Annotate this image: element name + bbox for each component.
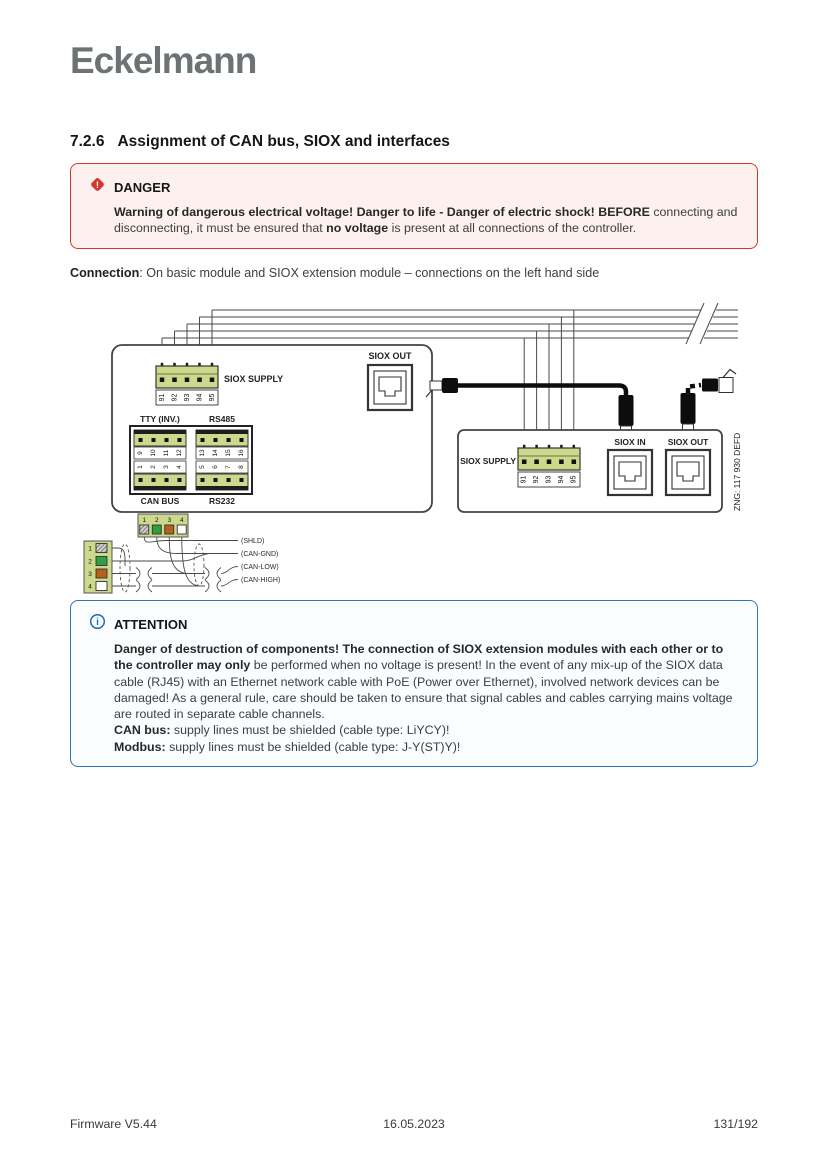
pin-label: 92 bbox=[533, 475, 541, 484]
modbus-note bbox=[114, 739, 739, 755]
rs485-label: RS485 bbox=[209, 414, 235, 424]
pin-label: 94 bbox=[557, 475, 565, 484]
can-bus-note-text: supply lines must be shielded (cable type: LiYCY)! bbox=[170, 723, 450, 738]
danger-body-bold-2: no voltage bbox=[326, 221, 389, 236]
pin-label: 94 bbox=[196, 393, 204, 402]
pin-label: 14 bbox=[212, 449, 219, 457]
basic-siox-out bbox=[368, 351, 412, 410]
pin-label: 3 bbox=[163, 465, 170, 469]
wire-label-can-gnd: (CAN-GND) bbox=[241, 551, 279, 558]
section-heading bbox=[70, 133, 450, 151]
can-socket-terminal bbox=[84, 541, 112, 593]
pin-label: 4 bbox=[179, 517, 184, 524]
extension-siox-out bbox=[666, 437, 710, 495]
pin-label: 2 bbox=[150, 465, 157, 469]
modbus-note-text: supply lines must be shielded (cable type: J-Y(ST)Y)! bbox=[165, 739, 461, 754]
siox-extension-module bbox=[458, 430, 722, 512]
danger-notice bbox=[70, 163, 758, 249]
pin-label: 5 bbox=[199, 465, 206, 469]
danger-icon bbox=[89, 176, 106, 198]
danger-title: DANGER bbox=[114, 179, 171, 195]
can-plug-terminal bbox=[138, 514, 188, 537]
company-logo: Eckelmann bbox=[70, 40, 257, 81]
attention-notice bbox=[70, 600, 758, 767]
pin-label: 15 bbox=[225, 449, 232, 457]
tty-label: TTY (INV.) bbox=[140, 414, 180, 424]
pin-label: 10 bbox=[150, 449, 157, 457]
extension-siox-in bbox=[608, 437, 652, 495]
svg-text:i: i bbox=[96, 617, 99, 629]
pin-label: 16 bbox=[238, 449, 245, 457]
pin-label: 1 bbox=[142, 517, 147, 524]
attention-body-bold: Danger of destruction of components! The connection of SIOX extension modules with each other or to the controller may only bbox=[114, 642, 724, 673]
pin-label: 91 bbox=[520, 475, 528, 484]
siox-in-label: SIOX IN bbox=[614, 437, 646, 447]
can-bus-note bbox=[114, 722, 739, 738]
attention-body bbox=[114, 641, 739, 755]
attention-title: ATTENTION bbox=[114, 616, 188, 632]
wire-label-can-high: (CAN-HIGH) bbox=[241, 577, 281, 584]
pin-label: 1 bbox=[88, 545, 92, 553]
pin-label: 1 bbox=[137, 465, 144, 469]
drawing-number: ZNG: 117 930 DEFD bbox=[732, 432, 742, 511]
danger-body-text: connecting and disconnecting, it must be ensured that bbox=[114, 205, 738, 236]
extension-siox-supply-terminal bbox=[518, 445, 580, 487]
danger-body-bold: Warning of dangerous electrical voltage! Danger to life - Danger of electric shock! BEFORE bbox=[114, 205, 650, 219]
info-icon bbox=[89, 613, 106, 635]
can-wiring-detail bbox=[84, 514, 280, 593]
wiring-diagram-svg bbox=[70, 298, 797, 600]
section-number: 7.2.6 bbox=[70, 133, 105, 150]
pin-label: 8 bbox=[238, 465, 245, 469]
interface-terminals bbox=[130, 414, 252, 506]
pin-label: 4 bbox=[88, 583, 92, 591]
wire-label-can-low: (CAN-LOW) bbox=[241, 564, 279, 571]
pin-label: 95 bbox=[570, 475, 578, 484]
pin-label: 12 bbox=[176, 449, 183, 457]
footer-date: 16.05.2023 bbox=[383, 1117, 445, 1131]
pin-label: 95 bbox=[208, 393, 216, 402]
rs232-label: RS232 bbox=[209, 496, 235, 506]
footer-page-number: 131/192 bbox=[713, 1117, 758, 1131]
footer-firmware: Firmware V5.44 bbox=[70, 1117, 157, 1131]
basic-module bbox=[112, 345, 432, 512]
danger-body bbox=[114, 204, 739, 237]
modbus-note-label: Modbus: bbox=[114, 739, 166, 754]
page-footer bbox=[70, 1117, 758, 1131]
siox-supply-label: SIOX SUPPLY bbox=[460, 456, 516, 466]
pin-label: 2 bbox=[88, 558, 92, 566]
can-bus-label: CAN BUS bbox=[140, 496, 180, 506]
connection-line bbox=[70, 266, 599, 280]
pin-label: 9 bbox=[137, 451, 144, 455]
connection-label: Connection bbox=[70, 266, 140, 280]
svg-text:!: ! bbox=[95, 179, 100, 191]
pin-label: 92 bbox=[171, 393, 179, 402]
danger-body-text-2: is present at all connections of the controller. bbox=[388, 221, 637, 236]
pin-label: 6 bbox=[212, 465, 219, 469]
section-title: Assignment of CAN bus, SIOX and interfaces bbox=[117, 133, 450, 150]
attention-body-text: be performed when no voltage is present! In the event of any mix-up of the SIOX data cable (RJ45) with an Ethernet network cable with PoE (Power over Ethernet), involved network devices can be damaged! As a general rule, care should be taken to ensure that signal cables and cables carrying mains voltage are routed in separate cable channels. bbox=[114, 658, 733, 722]
pin-label: 3 bbox=[88, 571, 92, 578]
connection-text: : On basic module and SIOX extension module – connections on the left hand side bbox=[139, 266, 600, 280]
pin-label: 3 bbox=[167, 517, 172, 524]
wire-label-shield: (SHLD) bbox=[241, 538, 265, 545]
can-bus-note-label: CAN bus: bbox=[114, 723, 171, 738]
pin-label: 91 bbox=[158, 393, 166, 402]
pin-label: 93 bbox=[183, 393, 191, 402]
pin-label: 93 bbox=[545, 475, 553, 484]
pin-label: 7 bbox=[225, 465, 232, 469]
siox-out-label: SIOX OUT bbox=[368, 351, 412, 361]
siox-supply-label: SIOX SUPPLY bbox=[224, 374, 284, 384]
pin-label: 13 bbox=[199, 449, 206, 457]
pin-label: 4 bbox=[176, 465, 183, 469]
siox-out-label: SIOX OUT bbox=[667, 437, 709, 447]
wiring-diagram bbox=[70, 298, 797, 600]
pin-label: 2 bbox=[154, 517, 159, 524]
pin-label: 11 bbox=[163, 449, 170, 457]
